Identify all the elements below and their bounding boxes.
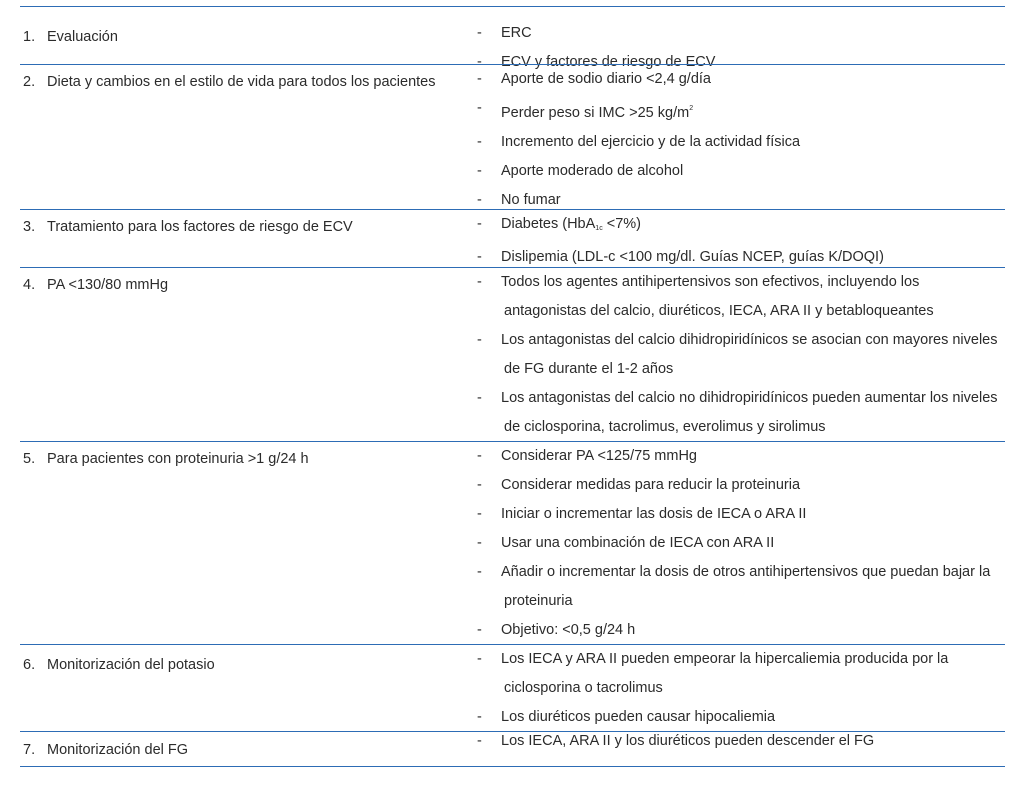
row-items bbox=[470, 442, 1005, 645]
list-item: - Los IECA y ARA II pueden empeorar la hipercaliemia producida por la ciclosporina o tacrolimus bbox=[477, 651, 949, 696]
list-item: - Aporte de sodio diario <2,4 g/día bbox=[477, 71, 711, 87]
row-label: PA <130/80 mmHg bbox=[47, 277, 169, 293]
row-number: 3. bbox=[23, 219, 36, 235]
row-label: Evaluación bbox=[47, 29, 118, 45]
table-row bbox=[20, 644, 1005, 731]
row-label: Monitorización del potasio bbox=[47, 657, 215, 673]
row-number: 4. bbox=[23, 277, 36, 293]
row-label: Tratamiento para los factores de riesgo de ECV bbox=[47, 219, 353, 235]
table-row bbox=[20, 64, 1005, 209]
table-row bbox=[20, 209, 1005, 267]
row-number: 7. bbox=[23, 742, 36, 758]
list-item: - Aporte moderado de alcohol bbox=[477, 163, 684, 179]
row-items bbox=[470, 210, 1005, 272]
table-row bbox=[20, 6, 1005, 70]
row-items bbox=[470, 65, 1005, 215]
row-items bbox=[470, 727, 1005, 756]
list-item: - Perder peso si IMC >25 $kg/m^2$ bbox=[477, 100, 694, 121]
list-item: - Los IECA, ARA II y los diuréticos pueden descender el FG bbox=[477, 733, 875, 749]
table-row bbox=[20, 731, 1005, 767]
row-items bbox=[470, 268, 1005, 442]
row-number: 2. bbox=[23, 74, 36, 90]
list-item: - Considerar medidas para reducir la proteinuria bbox=[477, 477, 801, 493]
list-item: - Añadir o incrementar la dosis de otros antihipertensivos que puedan bajar la proteinuria bbox=[477, 564, 991, 609]
list-item: - ERC bbox=[477, 25, 532, 41]
table-row bbox=[20, 441, 1005, 644]
list-item: - Todos los agentes antihipertensivos son efectivos, incluyendo los antagonistas del calcio, diuréticos, IECA, ARA II y betabloqueantes bbox=[477, 274, 934, 319]
list-item: - Objetivo: <0,5 g/24 h bbox=[477, 622, 636, 638]
list-item: - Incremento del ejercicio y de la actividad física bbox=[477, 134, 801, 150]
list-item: - Usar una combinación de IECA con ARA II bbox=[477, 535, 775, 551]
row-label: Monitorización del FG bbox=[47, 742, 189, 758]
list-item: - Iniciar o incrementar las dosis de IECA o ARA II bbox=[477, 506, 807, 522]
list-item: - Los antagonistas del calcio no dihidropiridínicos pueden aumentar los niveles de ciclosporina, tacrolimus, everolimus y sirolimus bbox=[477, 390, 998, 435]
table-row bbox=[20, 267, 1005, 441]
row-items bbox=[470, 645, 1005, 732]
list-item: - Los diuréticos pueden causar hipocaliemia bbox=[477, 709, 776, 725]
recommendations-table bbox=[20, 6, 1005, 767]
row-number: 1. bbox=[23, 29, 36, 45]
list-item: - No fumar bbox=[477, 192, 561, 208]
row-label: Dieta y cambios en el estilo de vida para todos los pacientes bbox=[47, 74, 436, 90]
list-item: - ECV y factores de riesgo de ECV bbox=[477, 54, 716, 70]
list-item: - Considerar PA <125/75 mmHg bbox=[477, 448, 697, 464]
list-item: - Los antagonistas del calcio dihidropiridínicos se asocian con mayores niveles de FG durante el 1-2 años bbox=[477, 332, 998, 377]
row-number: 6. bbox=[23, 657, 36, 673]
row-label: Para pacientes con proteinuria >1 g/24 h bbox=[47, 451, 309, 467]
list-item: - Dislipemia (LDL-c <100 mg/dl. Guías NCEP, guías K/DOQI) bbox=[477, 249, 884, 265]
row-number: 5. bbox=[23, 451, 36, 467]
list-item: - Diabetes (HbA$_{1c}$ <7%) bbox=[477, 216, 641, 232]
